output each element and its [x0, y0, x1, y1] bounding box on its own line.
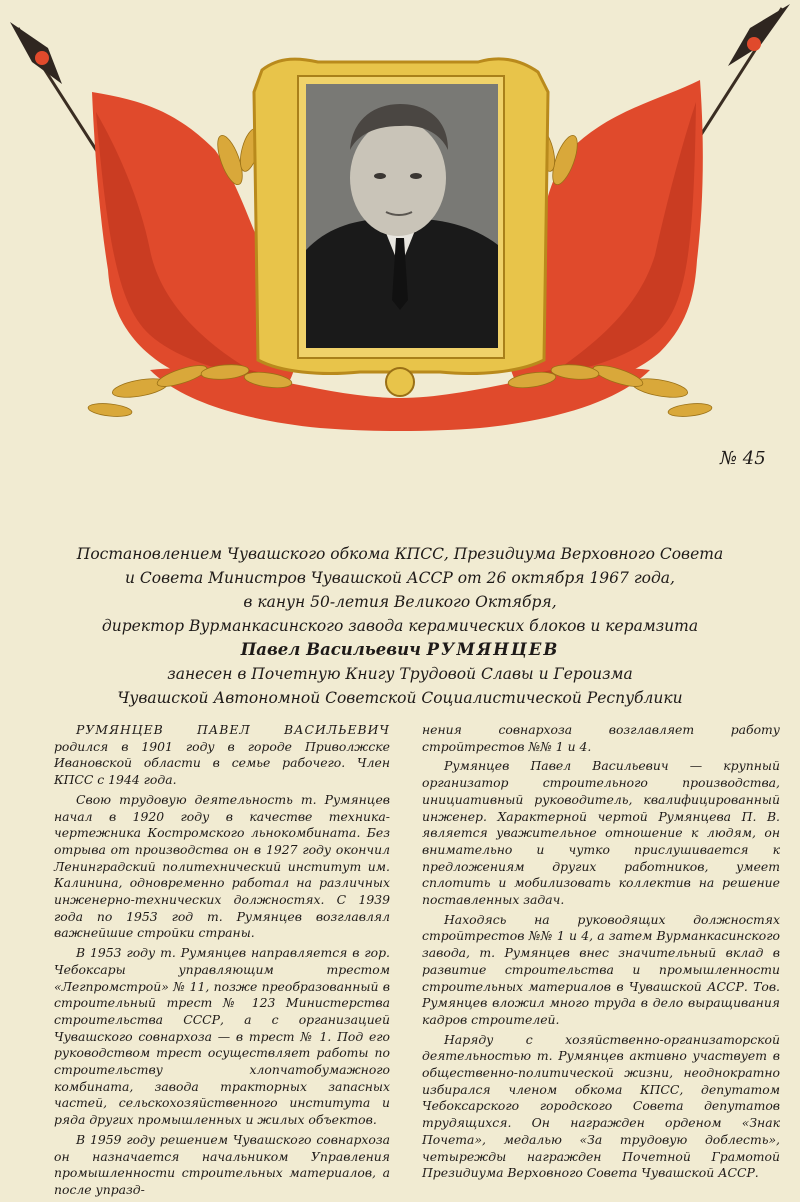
left-pole-tip-icon [10, 22, 62, 84]
biography-left-column [54, 722, 390, 1202]
left-star-icon [35, 51, 49, 65]
bio-paragraph: нения совнархоза возглавляет работу стройтрестов №№ 1 и 4. [422, 722, 780, 754]
bio-paragraph [54, 722, 390, 789]
person-first-name: Павел Васильевич [240, 640, 421, 659]
bio-text: родился в 1901 году в городе Приволжске Ивановской области в семье рабочего. Член КПСС с 1944 года. [54, 738, 390, 788]
bio-paragraph: Свою трудовую деятельность т. Румянцев начал в 1920 году в качестве техника-чертежника Костромского льнокомбината. Без отрыва от производства он в 1927 году окончил Ленинградский политехнический институт им. Калинина, одновременно работал на различных инженерно-технических должностях. С 1939 года по 1953 год т. Румянцев возглавлял важнейшие стройки страны. [54, 791, 390, 941]
decree-line: и Совета Министров Чувашской АССР от 26 октября 1967 года, [125, 569, 675, 587]
bio-paragraph: Находясь на руководящих должностях стройтрестов №№ 1 и 4, а затем Вурманкасинского завода, т. Румянцев внес значительный вклад в развитие строительства и промышленности строительных материалов в Чувашской АССР. Тов. Румянцев вложил много труда в дело выращивания кадров строителей. [422, 911, 780, 1027]
right-pole-tip-icon [728, 4, 790, 66]
bio-name: РУМЯНЦЕВ ПАВЕЛ ВАСИЛЬЕВИЧ [76, 722, 390, 737]
decree-line: директор Вурманкасинского завода керамических блоков и керамзита [101, 617, 699, 635]
decree-line: в канун 50-летия Великого Октября, [243, 593, 557, 611]
page-number: № 45 [720, 448, 766, 469]
bio-paragraph: Наряду с хозяйственно-организаторской деятельностью т. Румянцев активно участвует в общественно-политической жизни, неоднократно избирался членом обкома КПСС, депутатом Чебоксарского городского Совета депутатов трудящихся. Он награжден орденом «Знак Почета», медалью «За трудовую доблесть», четырежды награжден Почетной Грамотой Президиума Верховного Совета Чувашской АССР. [422, 1031, 780, 1181]
bio-paragraph: В 1959 году решением Чувашского совнархоза он назначается начальником Управления промышленности строительных материалов, а после упразд- [54, 1131, 390, 1197]
bio-paragraph: В 1953 году т. Румянцев направляется в гор. Чебоксары управляющим трестом «Легпромстрой» № 11, позже преобразованный в строительный трест № 123 Министерства строительства СССР, а с организацией Чувашского совнархоза — в трест № 1. Под его руководством трест осуществляет работы по строительству хлопчатобумажного комбината, завода тракторных запасных частей, сельскохозяйственного института и ряда других промышленных и жилых объектов. [54, 945, 390, 1128]
decree-line: Чувашской Автономной Советской Социалистической Республики [117, 689, 683, 707]
person-name [40, 638, 760, 662]
bio-paragraph: Румянцев Павел Васильевич — крупный организатор строительного производства, инициативный руководитель, квалифицированный инженер. Характерной чертой Румянцева П. В. является уважительное отношение к людям, он внимательно и чутко прислушивается к предложениям других работников, умеет сплотить и мобилизовать коллектив на решение поставленных задач. [422, 758, 780, 908]
emblem-illustration [0, 0, 800, 460]
portrait-photo [306, 84, 498, 348]
decree-line: Постановлением Чувашского обкома КПСС, Президиума Верховного Совета [76, 545, 724, 563]
person-surname: РУМЯНЦЕВ [426, 640, 560, 659]
biography-right-column [422, 722, 780, 1185]
decree-block [40, 542, 760, 710]
decree-line: занесен в Почетную Книгу Трудовой Славы и Героизма [167, 665, 633, 683]
frame-rosette-icon [386, 368, 414, 396]
right-hammer-sickle-icon [747, 37, 761, 51]
